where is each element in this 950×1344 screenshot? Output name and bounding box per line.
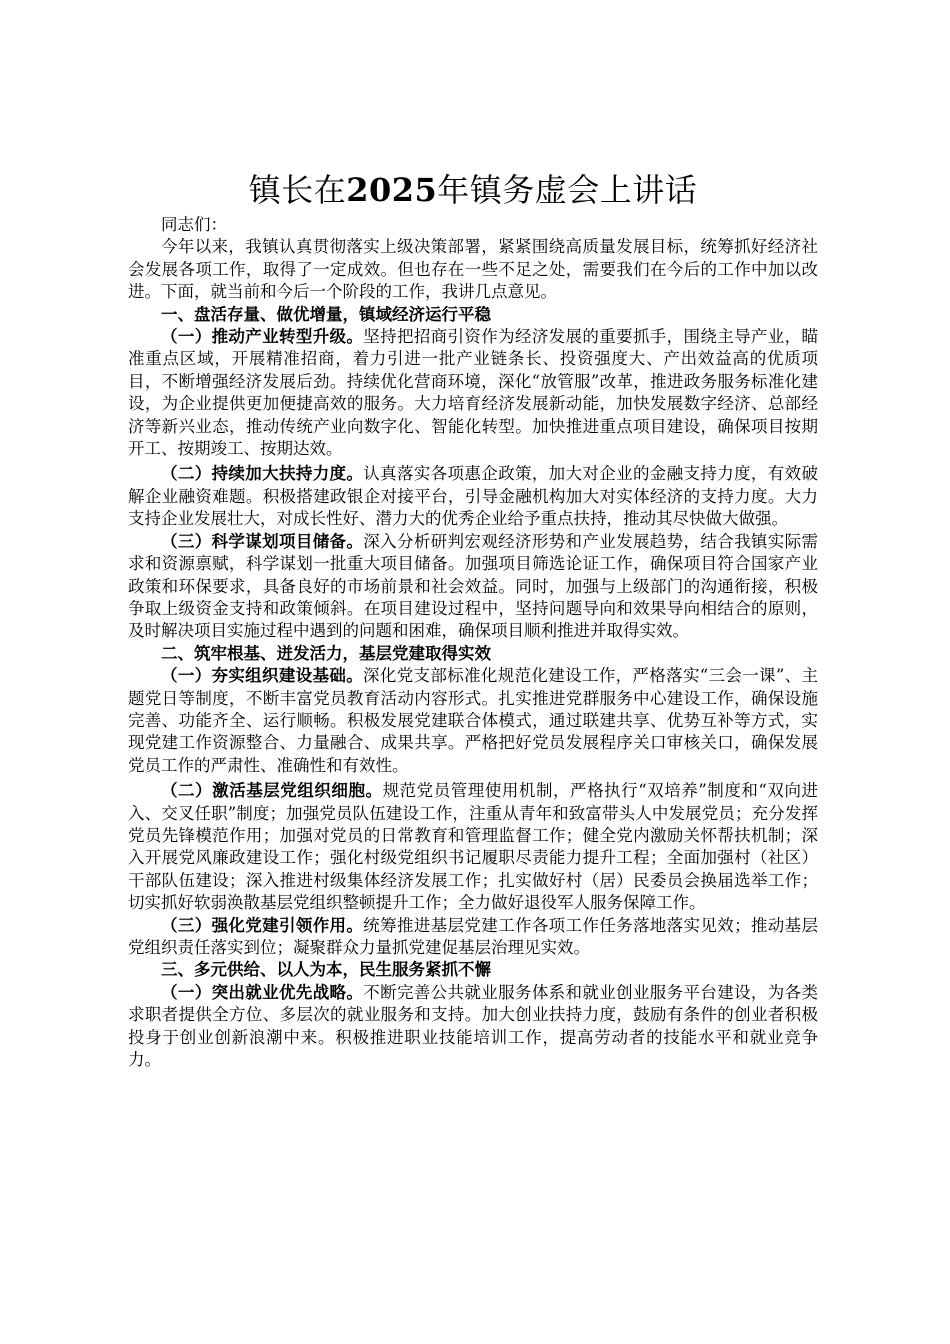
paragraph-text-2-2: 规范党员管理使用机制，严格执行“双培养”制度和“双向进入、交叉任职”制度；加强党员队伍建设工作，注重从青年和致富带头人中发展党员；充分发挥党员先锋模范作用；加强对党员的日常教育和管理监督工作；健全党内激励关怀帮扶机制；深入开展党风廉政建设工作；强化村级党组织书记履职尽责能力提升工程；全面加强村（社区）干部队伍建设；深入推进村级集体经济发展工作；扎实做好村（居）民委员会换届选举工作；切实抓好软弱涣散基层党组织整顿提升工作；全力做好退役军人服务保障工作。 bbox=[128, 781, 818, 913]
section-heading-2: 二、筑牢根基、迸发活力，基层党建取得实效 bbox=[161, 643, 491, 663]
paragraph-text-1-3: 深入分析研判宏观经济形势和产业发展趋势，结合我镇实际需求和资源禀赋，科学谋划一批重大项目储备。加强项目筛选论证工作，确保项目符合国家产业政策和环保要求，具备良好的市场前景和社会效益。同时，加强与上级部门的沟通衔接，积极争取上级资金支持和政策倾斜。在项目建设过程中，坚持问题导向和效果导向相结合的原则，及时解决项目实施过程中遇到的问题和困难，确保项目顺利推进并取得实效。 bbox=[128, 531, 819, 641]
subheading-2-1: （一）夯实组织建设基础。 bbox=[161, 666, 364, 686]
page-title bbox=[128, 170, 818, 210]
paragraph-text-3-1: 不断完善公共就业服务体系和就业创业服务平台建设，为各类求职者提供全方位、多层次的就业服务和支持。加大创业扶持力度，鼓励有条件的创业者积极投身于创业创新浪潮中来。积极推进职业技能培训工作，提高劳动者的技能水平和就业竞争力。 bbox=[128, 982, 819, 1070]
subheading-1-2: （二）持续加大扶持力度。 bbox=[161, 464, 364, 484]
paragraph-1-2 bbox=[128, 463, 818, 530]
paragraph-text-1-2: 认真落实各项惠企政策，加大对企业的金融支持力度，有效破解企业融资难题。积极搭建政银企对接平台，引导金融机构加大对实体经济的支持力度。大力支持企业发展壮大，对成长性好、潜力大的优秀企业给予重点扶持，推动其尽快做大做强。 bbox=[128, 464, 819, 529]
paragraph-text-2-3: 统筹推进基层党建工作各项工作任务落地落实见效；推动基层党组织责任落实到位；凝聚群众力量抓党建促基层治理见实效。 bbox=[128, 915, 819, 957]
paragraph-2-2 bbox=[128, 780, 818, 914]
salutation: 同志们： bbox=[161, 215, 227, 234]
title-suffix: 年镇务虚会上讲话 bbox=[437, 171, 698, 209]
paragraph-2-1 bbox=[128, 665, 818, 777]
section-heading-1: 一、盘活存量、做优增量，镇域经济运行平稳 bbox=[161, 304, 491, 324]
document-page bbox=[128, 170, 818, 1071]
subheading-3-1: （一）突出就业优先战略。 bbox=[161, 982, 364, 1002]
title-prefix: 镇长在 bbox=[248, 171, 347, 209]
subheading-1-3: （三）科学谋划项目储备。 bbox=[161, 531, 364, 551]
section-heading-3: 三、多元供给、以人为本，民生服务紧抓不懈 bbox=[161, 960, 491, 980]
paragraph-3-1 bbox=[128, 982, 818, 1072]
subheading-1-1: （一）推动产业转型升级。 bbox=[161, 327, 364, 347]
title-year: 2025 bbox=[346, 171, 438, 209]
paragraph-text-1-1: 坚持把招商引资作为经济发展的重要抓手，围绕主导产业，瞄准重点区域，开展精准招商，着力引进一批产业链条长、投资强度大、产出效益高的优质项目，不断增强经济发展后劲。持续优化营商环境，深化“放管服”改革，推进政务服务标准化建设，为企业提供更加便捷高效的服务。大力培育经济发展新动能，加快发展数字经济、总部经济等新兴业态，推动传统产业向数字化、智能化转型。加快推进重点项目建设，确保项目按期开工、按期竣工、按期达效。 bbox=[128, 327, 819, 459]
subheading-2-3: （三）强化党建引领作用。 bbox=[161, 915, 364, 935]
intro-paragraph: 今年以来，我镇认真贯彻落实上级决策部署，紧紧围绕高质量发展目标，统筹抓好经济社会发展各项工作，取得了一定成效。但也存在一些不足之处，需要我们在今后的工作中加以改进。下面，就当前和今后一个阶段的工作，我讲几点意见。 bbox=[128, 237, 818, 302]
subheading-2-2: （二）激活基层党组织细胞。 bbox=[161, 781, 383, 801]
paragraph-2-3 bbox=[128, 915, 818, 960]
paragraph-text-2-1: 深化党支部标准化规范化建设工作，严格落实“三会一课”、主题党日等制度，不断丰富党员教育活动内容形式。扎实推进党群服务中心建设工作，确保设施完善、功能齐全、运行顺畅。积极发展党建联合体模式，通过联建共享、优势互补等方式，实现党建工作资源整合、力量融合、成果共享。严格把好党员发展程序关口审核关口，确保发展党员工作的严肃性、准确性和有效性。 bbox=[128, 666, 819, 775]
paragraph-1-3 bbox=[128, 531, 818, 643]
paragraph-1-1 bbox=[128, 326, 818, 460]
